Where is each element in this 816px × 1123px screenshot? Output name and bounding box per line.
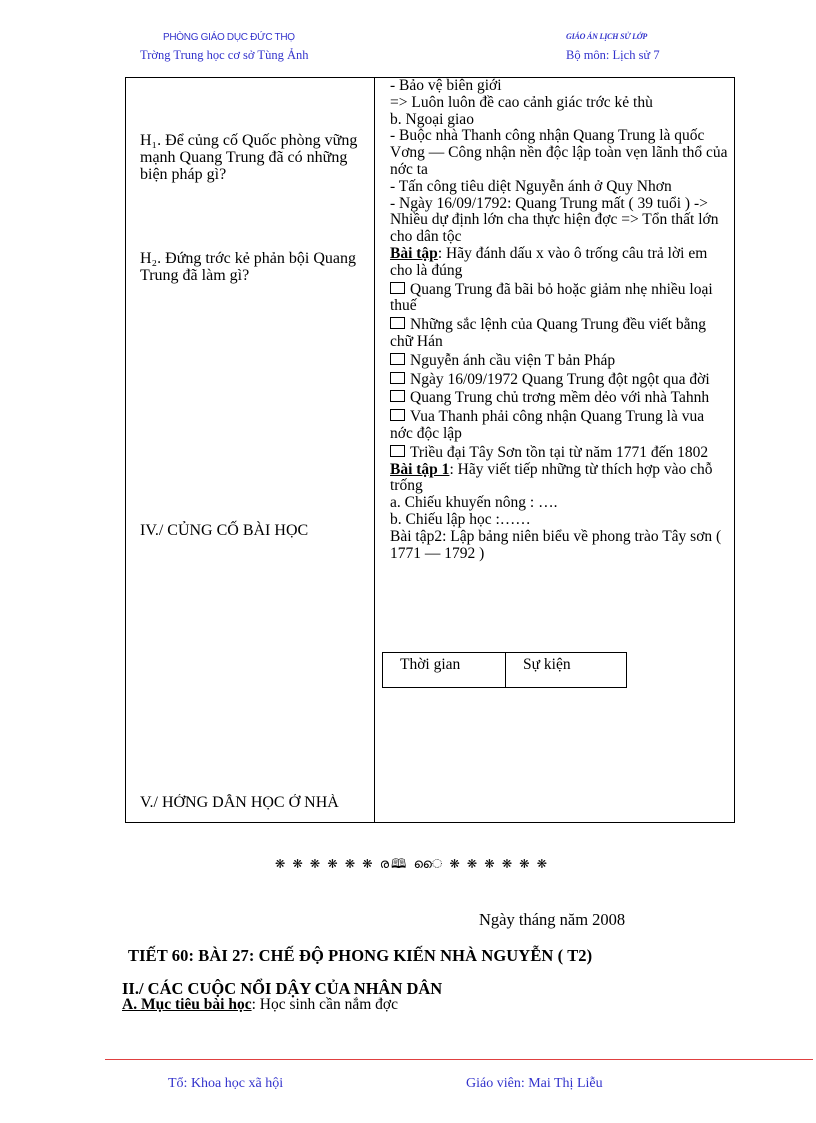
section-title: II./ CÁC CUỘC NỔI DẬY CỦA NHÂN DÂN [122,979,443,998]
answer-line: => Luôn luôn đề cao cảnh giác trớc kẻ thù [390,93,653,111]
timeline-header-time: Thời gian [383,653,506,687]
exercise-1 [390,246,730,280]
objective-line [122,996,398,1014]
question-1: H₁. Để củng cố Quốc phòng vững mạnh Quang Trung đã có những biện pháp gì? [140,132,358,183]
option-text: Triều đại Tây Sơn tồn tại từ năm 1771 đến 1802 [410,443,709,461]
exercise-2-label: Bài tập 1 [390,460,450,478]
checkbox[interactable] [390,390,405,402]
option-text: Nguyễn ánh cầu viện T bản Pháp [410,351,616,369]
date-line: Ngày tháng năm 2008 [479,910,626,929]
answer-line: - Bảo vệ biên giới [390,77,502,94]
lesson-table [125,77,735,823]
option-item [390,317,730,351]
option-item [390,409,730,443]
timeline-header-event: Sự kiện [523,656,571,673]
footer-rule [105,1059,813,1060]
checkbox[interactable] [390,317,405,329]
objective-label: A. Mục tiêu bài học [122,996,252,1013]
footer-teacher: Giáo viên: Mai Thị Liễu [466,1076,603,1091]
exercise-2-text: : Hãy viết tiếp những từ thích hợp vào chỗ trống [390,460,713,495]
answer-line: - Ngày 16/09/1792: Quang Trung mất ( 39 tuổi ) -> Nhiều dự định lớn cha thực hiện đợc => Tổn thất lớn cho dân tộc [390,194,719,246]
exercise-1-label: Bài tập [390,244,438,262]
section-5-heading: V./ HỚNG DẪN HỌC Ở NHÀ [140,794,339,811]
lesson-title: TIẾT 60: BÀI 27: CHẾ ĐỘ PHONG KIẾN NHÀ NGUYỄN ( T2) [128,946,593,965]
checkbox[interactable] [390,445,405,457]
option-item [390,390,730,407]
option-text: Những sắc lệnh của Quang Trung đều viết bằng chữ Hán [390,316,706,350]
answer-line: - Tấn công tiêu diệt Nguyễn ánh ở Quy Nhơn [390,177,672,195]
answer-line: b. Ngoại giao [390,110,474,128]
checkbox[interactable] [390,409,405,421]
exercise-2-a: a. Chiếu khuyến nông : …. [390,494,558,512]
option-text: Quang Trung đã bãi bỏ hoặc giảm nhẹ nhiều loại thuế [390,280,713,315]
checkbox[interactable] [390,282,405,294]
option-item [390,372,730,389]
checkbox[interactable] [390,353,405,365]
objective-text: : Học sinh cần nắm đợc [251,996,398,1013]
checkbox[interactable] [390,372,405,384]
timeline-table [382,652,627,688]
exercise-2-b: b. Chiếu lập học :…… [390,510,531,528]
option-text: Vua Thanh phải công nhận Quang Trung là vua nớc độc lập [390,408,705,442]
option-item [390,353,730,370]
footer-group: Tổ: Khoa học xã hội [168,1076,284,1091]
exercise-2 [390,462,730,496]
option-item [390,445,730,462]
ornament-divider: ❋ ❋ ❋ ❋ ❋ ❋ ര🕮 ൈ ❋ ❋ ❋ ❋ ❋ ❋ [275,856,549,871]
column-divider [374,78,375,822]
subject-label: Bộ môn: Lịch sử 7 [566,48,660,62]
option-text: Ngày 16/09/1972 Quang Trung đột ngột qua đời [410,370,710,388]
section-4-heading: IV./ CỦNG CỐ BÀI HỌC [140,522,309,539]
exercise-3: Bài tập2: Lập bảng niên biểu về phong trào Tây sơn ( 1771 — 1792 ) [390,527,722,562]
answer-column [390,78,730,562]
option-item [390,282,730,316]
department-name: PHÒNG GIÁO DỤC ĐỨC THỌ [163,32,295,43]
question-2: H₂. Đứng trớc kẻ phản bội Quang Trung đã làm gì? [140,250,356,284]
doc-title-right: GIÁO ÁN LỊCH SỬ LỚP [566,32,648,41]
option-text: Quang Trung chủ trơng mềm dẻo với nhà Tahnh [410,389,710,407]
school-name: Trờng Trung học cơ sở Tùng Ảnh [140,48,309,62]
answer-line: - Buộc nhà Thanh công nhận Quang Trung là quốc Vơng — Công nhận nền độc lập toàn vẹn lãnh thổ của nớc ta [390,127,728,178]
exercise-1-text: : Hãy đánh dấu x vào ô trống câu trả lời em cho là đúng [390,244,708,279]
